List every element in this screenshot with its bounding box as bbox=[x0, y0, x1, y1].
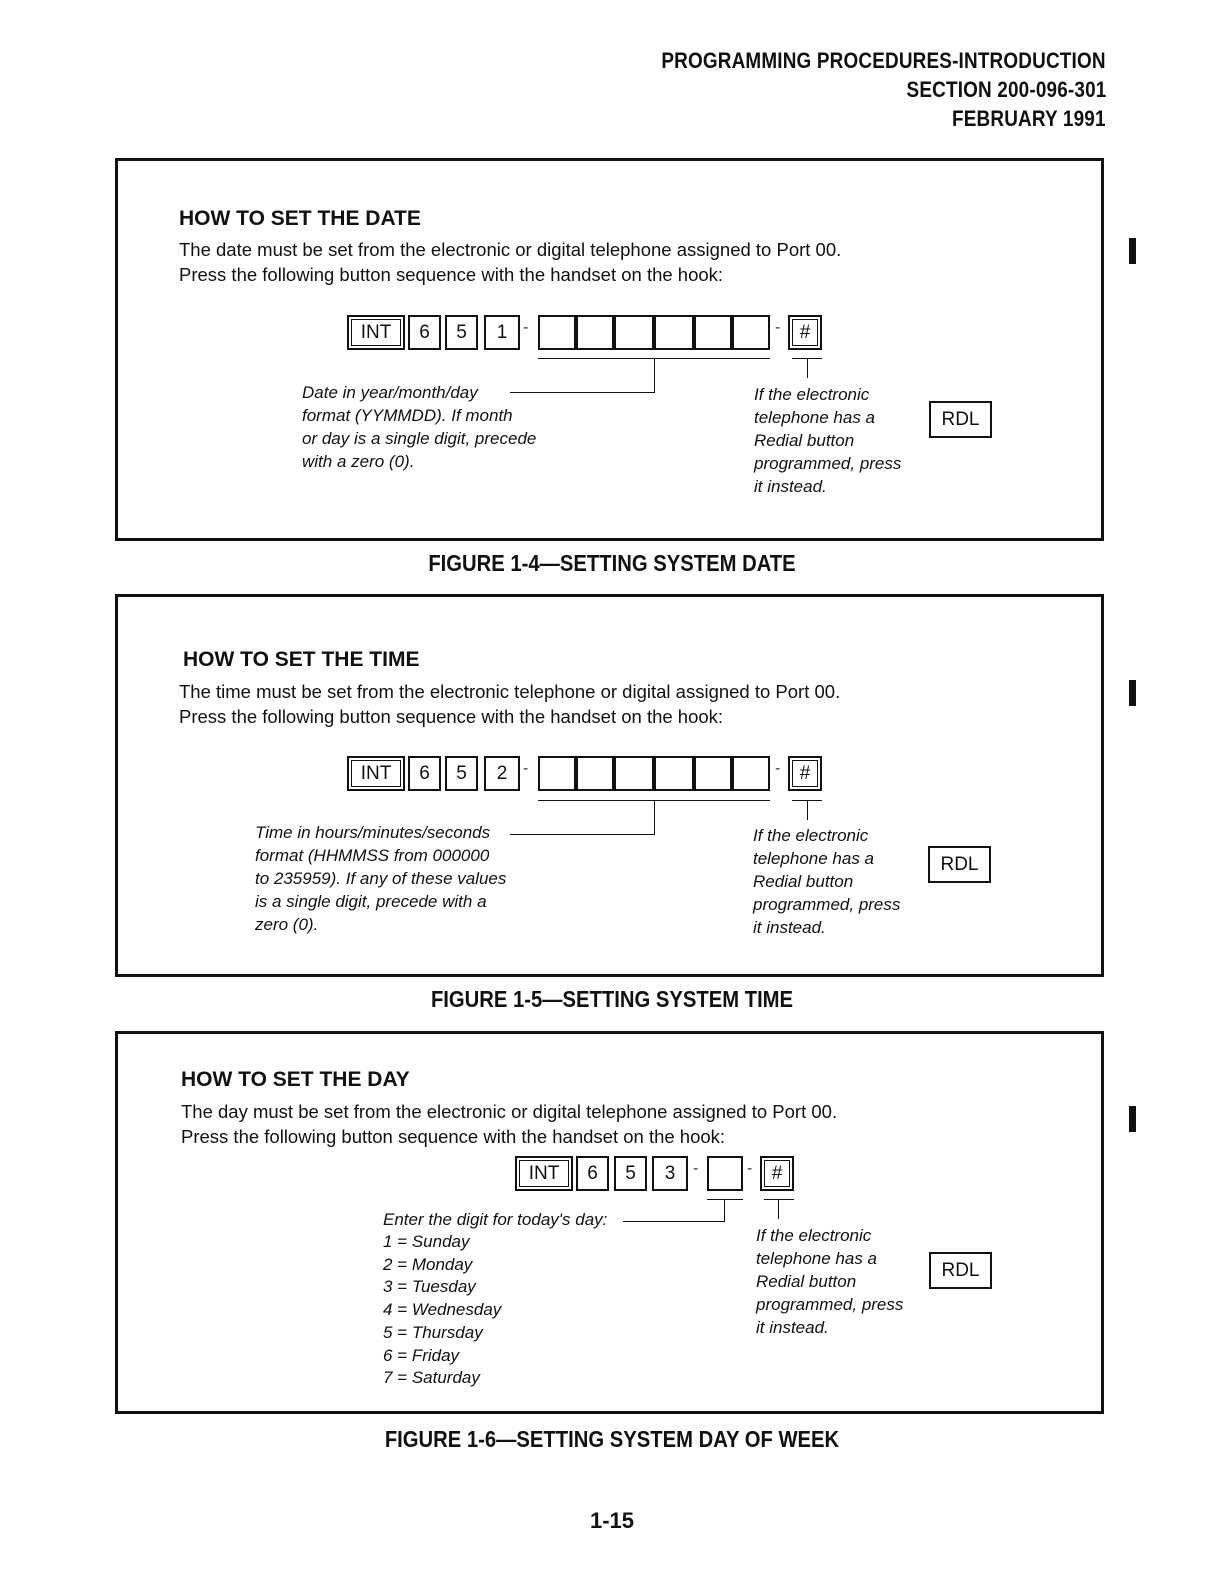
date-heading: HOW TO SET THE DATE bbox=[179, 207, 421, 230]
day-item: 5 = Thursday bbox=[383, 1322, 483, 1342]
redial-note: If the electronic telephone has a Redial button programmed, press it instead. bbox=[756, 1226, 904, 1337]
rdl-key: RDL bbox=[928, 846, 991, 883]
revision-bar bbox=[1129, 238, 1136, 264]
day-item: 4 = Wednesday bbox=[383, 1300, 502, 1320]
key-int: INT bbox=[515, 1156, 573, 1191]
digit-slot bbox=[538, 756, 576, 791]
day-digit-note: Enter the digit for today's day: bbox=[383, 1210, 608, 1229]
rdl-key: RDL bbox=[929, 1252, 992, 1289]
digit-slot bbox=[614, 315, 654, 350]
hash-stem bbox=[807, 800, 808, 820]
separator-dash: - bbox=[693, 1160, 699, 1177]
digit-slot bbox=[654, 315, 694, 350]
digit-slot bbox=[576, 315, 614, 350]
key-5: 5 bbox=[445, 756, 478, 791]
rdl-key: RDL bbox=[929, 401, 992, 438]
bracket-stem bbox=[654, 358, 655, 392]
day-list bbox=[383, 1231, 501, 1390]
day-instruction-2: Press the following button sequence with the handset on the hook: bbox=[181, 1126, 726, 1147]
day-item: 3 = Tuesday bbox=[383, 1277, 476, 1297]
key-2: 2 bbox=[484, 756, 520, 791]
key-6: 6 bbox=[576, 1156, 609, 1191]
digit-slot bbox=[694, 756, 732, 791]
key-int: INT bbox=[347, 756, 405, 791]
day-item: 2 = Monday bbox=[383, 1254, 473, 1274]
key-hash: # bbox=[788, 315, 822, 350]
day-item: 6 = Friday bbox=[383, 1345, 460, 1365]
leader-line bbox=[623, 1221, 725, 1222]
digit-slot bbox=[732, 315, 770, 350]
revision-bar bbox=[1129, 680, 1136, 706]
date-instruction-1: The date must be set from the electronic or digital telephone assigned to Port 00. bbox=[179, 239, 842, 260]
hash-stem bbox=[807, 358, 808, 378]
date-format-note: Date in year/month/day format (YYMMDD). If month or day is a single digit, precede with a zero (0). bbox=[302, 383, 537, 471]
time-heading: HOW TO SET THE TIME bbox=[183, 648, 420, 671]
hash-stem bbox=[778, 1199, 779, 1219]
digit-slot bbox=[654, 756, 694, 791]
bracket-line bbox=[707, 1199, 743, 1200]
key-6: 6 bbox=[408, 756, 441, 791]
bracket-stem bbox=[654, 800, 655, 834]
date-figure-box bbox=[115, 158, 1104, 541]
leader-line bbox=[510, 834, 655, 835]
separator-dash: - bbox=[775, 760, 781, 777]
bracket-stem bbox=[724, 1199, 725, 1221]
separator-dash: - bbox=[523, 760, 529, 777]
day-item: 7 = Saturday bbox=[383, 1368, 480, 1388]
key-6: 6 bbox=[408, 315, 441, 350]
doc-section: SECTION 200-096-301 bbox=[906, 77, 1106, 102]
figure-caption: FIGURE 1-6—SETTING SYSTEM DAY OF WEEK bbox=[384, 1426, 840, 1452]
key-int: INT bbox=[347, 315, 405, 350]
day-figure-box bbox=[115, 1031, 1104, 1414]
time-instruction-2: Press the following button sequence with the handset on the hook: bbox=[179, 706, 724, 727]
figure-caption: FIGURE 1-4—SETTING SYSTEM DATE bbox=[428, 550, 796, 576]
digit-slot bbox=[732, 756, 770, 791]
revision-bar bbox=[1129, 1106, 1136, 1132]
digit-slot bbox=[614, 756, 654, 791]
redial-note: If the electronic telephone has a Redial button programmed, press it instead. bbox=[754, 385, 902, 496]
separator-dash: - bbox=[747, 1160, 753, 1177]
hash-bracket bbox=[764, 1199, 794, 1200]
time-format-note: Time in hours/minutes/seconds format (HHMMSS from 000000 to 235959). If any of these values is a single digit, precede with a zero (0). bbox=[255, 823, 507, 934]
key-hash: # bbox=[760, 1156, 794, 1191]
time-figure-box bbox=[115, 594, 1104, 977]
figure-caption: FIGURE 1-5—SETTING SYSTEM TIME bbox=[430, 986, 794, 1012]
separator-dash: - bbox=[775, 319, 781, 336]
key-1: 1 bbox=[484, 315, 520, 350]
date-instruction-2: Press the following button sequence with the handset on the hook: bbox=[179, 264, 724, 285]
day-heading: HOW TO SET THE DAY bbox=[181, 1068, 410, 1091]
doc-title: PROGRAMMING PROCEDURES-INTRODUCTION bbox=[661, 48, 1106, 73]
key-3: 3 bbox=[652, 1156, 688, 1191]
digit-slot bbox=[707, 1156, 743, 1191]
page-number: 1-15 bbox=[589, 1508, 635, 1533]
separator-dash: - bbox=[523, 319, 529, 336]
time-instruction-1: The time must be set from the electronic telephone or digital assigned to Port 00. bbox=[179, 681, 841, 702]
day-item: 1 = Sunday bbox=[383, 1232, 470, 1251]
day-instruction-1: The day must be set from the electronic or digital telephone assigned to Port 00. bbox=[181, 1101, 838, 1122]
redial-note: If the electronic telephone has a Redial button programmed, press it instead. bbox=[753, 826, 901, 937]
doc-date: FEBRUARY 1991 bbox=[952, 106, 1106, 131]
key-5: 5 bbox=[614, 1156, 647, 1191]
digit-slot bbox=[694, 315, 732, 350]
digit-slot bbox=[576, 756, 614, 791]
digit-slot bbox=[538, 315, 576, 350]
key-5: 5 bbox=[445, 315, 478, 350]
key-hash: # bbox=[788, 756, 822, 791]
